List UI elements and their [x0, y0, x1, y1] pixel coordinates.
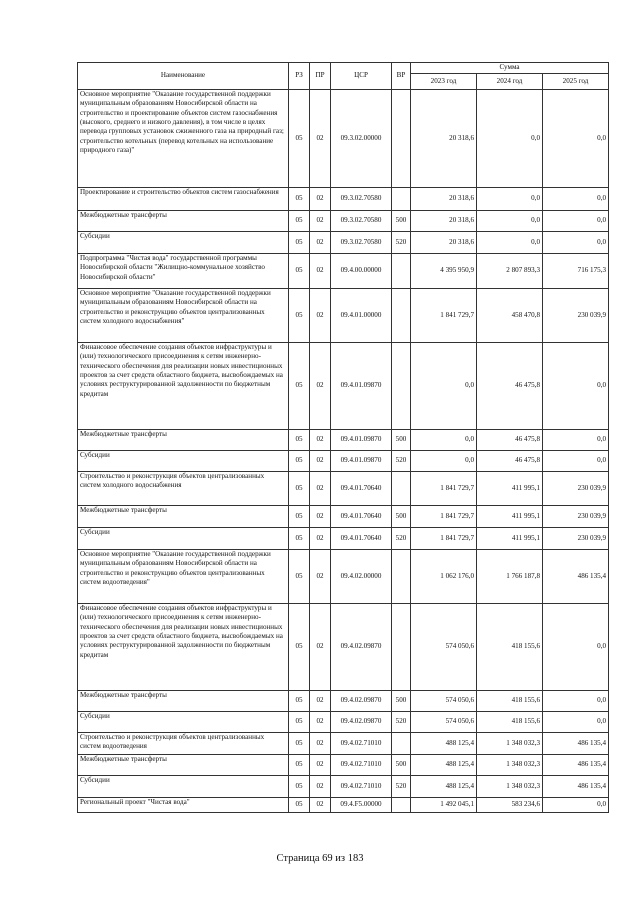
row-value-2025: 0,0 [543, 90, 609, 188]
row-value-2025: 0,0 [543, 430, 609, 451]
row-value-2025: 230 039,9 [543, 289, 609, 343]
row-pr: 02 [310, 506, 331, 528]
row-vr [392, 604, 411, 691]
table-row [78, 472, 609, 506]
row-value-2023: 574 050,6 [411, 604, 477, 691]
row-value-2024: 2 807 893,3 [477, 254, 543, 289]
row-value-2023: 1 841 729,7 [411, 528, 477, 550]
row-value-2025: 0,0 [543, 211, 609, 232]
row-value-2024: 0,0 [477, 232, 543, 254]
row-pr: 02 [310, 755, 331, 776]
row-value-2025: 716 175,3 [543, 254, 609, 289]
row-rz: 05 [289, 755, 310, 776]
row-csr: 09.3.02.70580 [331, 232, 392, 254]
row-name: Межбюджетные трансферты [78, 691, 289, 712]
row-value-2024: 418 155,6 [477, 712, 543, 733]
row-rz: 05 [289, 211, 310, 232]
row-vr [392, 472, 411, 506]
row-rz: 05 [289, 472, 310, 506]
row-value-2025: 486 135,4 [543, 550, 609, 604]
table-row [78, 550, 609, 604]
row-value-2024: 411 995,1 [477, 506, 543, 528]
row-name: Субсидии [78, 232, 289, 254]
row-name: Межбюджетные трансферты [78, 211, 289, 232]
row-value-2024: 1 348 032,3 [477, 755, 543, 776]
header-pr: ПР [310, 63, 331, 90]
row-csr: 09.4.01.09870 [331, 430, 392, 451]
row-vr [392, 90, 411, 188]
row-value-2024: 411 995,1 [477, 472, 543, 506]
row-value-2025: 486 135,4 [543, 776, 609, 798]
header-rz: РЗ [289, 63, 310, 90]
row-value-2025: 0,0 [543, 798, 609, 813]
row-csr: 09.4.01.70640 [331, 506, 392, 528]
header-year-2024: 2024 год [477, 74, 543, 90]
table-row [78, 451, 609, 472]
table-row [78, 254, 609, 289]
row-rz: 05 [289, 528, 310, 550]
row-rz: 05 [289, 289, 310, 343]
row-pr: 02 [310, 528, 331, 550]
table-row [78, 188, 609, 211]
row-vr [392, 733, 411, 755]
row-rz: 05 [289, 691, 310, 712]
row-value-2025: 230 039,9 [543, 506, 609, 528]
table-row [78, 528, 609, 550]
row-name: Региональный проект "Чистая вода" [78, 798, 289, 813]
row-rz: 05 [289, 733, 310, 755]
row-value-2023: 488 125,4 [411, 733, 477, 755]
row-rz: 05 [289, 451, 310, 472]
row-value-2025: 486 135,4 [543, 755, 609, 776]
row-value-2024: 0,0 [477, 188, 543, 211]
row-name: Межбюджетные трансферты [78, 430, 289, 451]
row-vr: 520 [392, 776, 411, 798]
table-row [78, 232, 609, 254]
row-vr: 520 [392, 451, 411, 472]
row-value-2023: 20 318,6 [411, 211, 477, 232]
page-number: Страница 69 из 183 [276, 853, 364, 864]
row-pr: 02 [310, 776, 331, 798]
row-csr: 09.4.02.09870 [331, 712, 392, 733]
row-value-2023: 1 841 729,7 [411, 472, 477, 506]
row-rz: 05 [289, 343, 310, 430]
row-value-2023: 0,0 [411, 430, 477, 451]
row-name: Подпрограмма "Чистая вода" государственной программы Новосибирской области "Жилищно-коммунальное хозяйство Новосибирской области" [78, 254, 289, 289]
row-pr: 02 [310, 232, 331, 254]
row-rz: 05 [289, 90, 310, 188]
row-pr: 02 [310, 798, 331, 813]
row-name: Основное мероприятие "Оказание государственной поддержки муниципальным образованиям Новосибирской области на строительство и реконструкцию объектов централизованных систем холодного водоснабжения" [78, 289, 289, 343]
row-name: Субсидии [78, 712, 289, 733]
row-value-2025: 0,0 [543, 451, 609, 472]
row-value-2025: 0,0 [543, 604, 609, 691]
table-row [78, 604, 609, 691]
row-name: Проектирование и строительство объектов систем газоснабжения [78, 188, 289, 211]
row-csr: 09.3.02.70580 [331, 188, 392, 211]
row-pr: 02 [310, 550, 331, 604]
row-vr [392, 254, 411, 289]
row-value-2024: 418 155,6 [477, 604, 543, 691]
row-value-2023: 20 318,6 [411, 90, 477, 188]
row-value-2025: 0,0 [543, 712, 609, 733]
row-value-2023: 1 841 729,7 [411, 289, 477, 343]
table-row [78, 343, 609, 430]
row-vr: 520 [392, 232, 411, 254]
row-name: Строительство и реконструкция объектов централизованных систем водоотведения [78, 733, 289, 755]
row-vr: 500 [392, 211, 411, 232]
row-rz: 05 [289, 232, 310, 254]
row-pr: 02 [310, 712, 331, 733]
row-value-2024: 0,0 [477, 90, 543, 188]
row-value-2024: 0,0 [477, 211, 543, 232]
table-row [78, 211, 609, 232]
row-csr: 09.4.01.00000 [331, 289, 392, 343]
row-pr: 02 [310, 451, 331, 472]
row-pr: 02 [310, 604, 331, 691]
row-vr: 500 [392, 691, 411, 712]
table-row [78, 712, 609, 733]
row-rz: 05 [289, 604, 310, 691]
row-csr: 09.4.01.70640 [331, 472, 392, 506]
row-value-2023: 488 125,4 [411, 776, 477, 798]
row-rz: 05 [289, 712, 310, 733]
row-value-2023: 488 125,4 [411, 755, 477, 776]
row-value-2024: 1 766 187,8 [477, 550, 543, 604]
row-name: Субсидии [78, 451, 289, 472]
header-csr: ЦСР [331, 63, 392, 90]
row-value-2023: 574 050,6 [411, 691, 477, 712]
header-name: Наименование [78, 63, 289, 90]
row-value-2025: 230 039,9 [543, 472, 609, 506]
table-row [78, 430, 609, 451]
row-csr: 09.4.01.09870 [331, 343, 392, 430]
row-vr: 520 [392, 712, 411, 733]
row-csr: 09.4.02.71010 [331, 733, 392, 755]
row-value-2024: 583 234,6 [477, 798, 543, 813]
row-value-2024: 458 470,8 [477, 289, 543, 343]
table-row [78, 289, 609, 343]
row-vr: 500 [392, 755, 411, 776]
row-csr: 09.4.02.71010 [331, 755, 392, 776]
table-row [78, 90, 609, 188]
row-csr: 09.4.02.09870 [331, 691, 392, 712]
row-value-2025: 486 135,4 [543, 733, 609, 755]
row-pr: 02 [310, 188, 331, 211]
row-name: Строительство и реконструкция объектов централизованных систем холодного водоснабжения [78, 472, 289, 506]
row-name: Финансовое обеспечение создания объектов инфраструктуры и (или) технологического присоединения к сетям инженерно-технического обеспечения для реализации новых инвестиционных проектов за счет средств областного бюджета, высвобождаемых на условиях реструктурированной задолженности по бюджетным кредитам [78, 604, 289, 691]
row-value-2024: 418 155,6 [477, 691, 543, 712]
row-pr: 02 [310, 472, 331, 506]
row-csr: 09.4.F5.00000 [331, 798, 392, 813]
row-csr: 09.3.02.70580 [331, 211, 392, 232]
row-vr [392, 798, 411, 813]
row-value-2023: 20 318,6 [411, 232, 477, 254]
header-year-2023: 2023 год [411, 74, 477, 90]
row-value-2023: 1 492 045,1 [411, 798, 477, 813]
table-row [78, 798, 609, 813]
row-csr: 09.4.02.71010 [331, 776, 392, 798]
row-value-2024: 46 475,8 [477, 451, 543, 472]
row-pr: 02 [310, 343, 331, 430]
row-rz: 05 [289, 798, 310, 813]
row-value-2023: 20 318,6 [411, 188, 477, 211]
row-name: Субсидии [78, 776, 289, 798]
row-rz: 05 [289, 776, 310, 798]
row-pr: 02 [310, 254, 331, 289]
row-value-2023: 0,0 [411, 343, 477, 430]
header-year-2025: 2025 год [543, 74, 609, 90]
row-value-2025: 0,0 [543, 188, 609, 211]
table-row [78, 691, 609, 712]
row-csr: 09.4.02.09870 [331, 604, 392, 691]
row-value-2024: 46 475,8 [477, 343, 543, 430]
row-vr: 500 [392, 430, 411, 451]
table-row [78, 776, 609, 798]
row-csr: 09.3.02.00000 [331, 90, 392, 188]
row-vr [392, 289, 411, 343]
row-value-2023: 574 050,6 [411, 712, 477, 733]
row-vr [392, 550, 411, 604]
row-value-2024: 1 348 032,3 [477, 776, 543, 798]
row-csr: 09.4.00.00000 [331, 254, 392, 289]
row-rz: 05 [289, 188, 310, 211]
row-value-2025: 0,0 [543, 232, 609, 254]
row-vr: 500 [392, 506, 411, 528]
row-vr [392, 188, 411, 211]
row-rz: 05 [289, 506, 310, 528]
row-value-2023: 4 395 950,9 [411, 254, 477, 289]
row-csr: 09.4.01.70640 [331, 528, 392, 550]
row-pr: 02 [310, 691, 331, 712]
table-row [78, 733, 609, 755]
budget-table [77, 62, 609, 813]
header-sum: Сумма [411, 63, 609, 74]
row-pr: 02 [310, 90, 331, 188]
row-name: Финансовое обеспечение создания объектов инфраструктуры и (или) технологического присоединения к сетям инженерно-технического обеспечения для реализации новых инвестиционных проектов за счет средств областного бюджета, высвобождаемых на условиях реструктурированной задолженности по бюджетным кредитам [78, 343, 289, 430]
row-pr: 02 [310, 733, 331, 755]
row-csr: 09.4.01.09870 [331, 451, 392, 472]
row-name: Межбюджетные трансферты [78, 506, 289, 528]
row-pr: 02 [310, 211, 331, 232]
row-value-2025: 0,0 [543, 343, 609, 430]
row-name: Основное мероприятие "Оказание государственной поддержки муниципальным образованиям Новосибирской области на строительство и реконструкцию объектов централизованных систем водоотведения" [78, 550, 289, 604]
row-pr: 02 [310, 430, 331, 451]
row-rz: 05 [289, 254, 310, 289]
row-vr: 520 [392, 528, 411, 550]
table-row [78, 506, 609, 528]
row-value-2023: 0,0 [411, 451, 477, 472]
row-vr [392, 343, 411, 430]
row-value-2024: 46 475,8 [477, 430, 543, 451]
header-vr: ВР [392, 63, 411, 90]
table-body [78, 90, 609, 813]
row-name: Межбюджетные трансферты [78, 755, 289, 776]
row-value-2025: 0,0 [543, 691, 609, 712]
row-value-2024: 1 348 032,3 [477, 733, 543, 755]
row-csr: 09.4.02.00000 [331, 550, 392, 604]
row-name: Субсидии [78, 528, 289, 550]
row-value-2025: 230 039,9 [543, 528, 609, 550]
row-rz: 05 [289, 550, 310, 604]
row-pr: 02 [310, 289, 331, 343]
row-value-2024: 411 995,1 [477, 528, 543, 550]
row-name: Основное мероприятие "Оказание государственной поддержки муниципальным образованиям Новосибирской области на строительство и проектирование объектов систем газоснабжения (высокого, среднего и низкого давления), в том числе в целях перевода групповых установок сжиженного газа на природный газ; строительство котельных (перевод котельных на использование природного газа)" [78, 90, 289, 188]
table-row [78, 755, 609, 776]
row-value-2023: 1 841 729,7 [411, 506, 477, 528]
row-rz: 05 [289, 430, 310, 451]
row-value-2023: 1 062 176,0 [411, 550, 477, 604]
table-header [78, 63, 609, 90]
